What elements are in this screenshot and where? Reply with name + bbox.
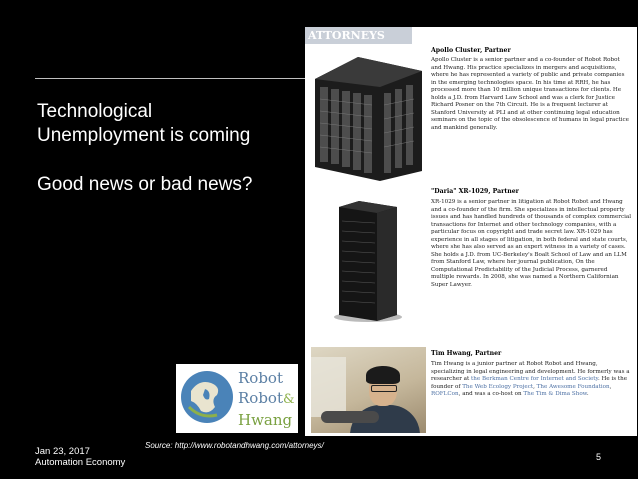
slide-title [37, 100, 299, 148]
title-divider [35, 78, 305, 79]
slide-subtitle: Good news or bad news? [37, 174, 253, 195]
bio-text: . He is the founder of [431, 376, 628, 390]
web-ecology-link[interactable]: The Web Ecology Project [462, 383, 534, 390]
footer-topic: Automation Economy [35, 457, 126, 468]
photo-background [311, 357, 346, 417]
roflcon-link[interactable]: ROFLCon [431, 391, 459, 397]
profile-name-tim: Tim Hwang, Partner [431, 350, 502, 357]
robot-robot-hwang-logo [176, 364, 298, 433]
logo-line-1: Robot [238, 369, 283, 387]
profile-bio-tim [431, 361, 631, 399]
server-tower-image [333, 199, 403, 323]
photo-glasses [371, 385, 397, 392]
bio-text: , [533, 383, 537, 390]
bio-text: , [609, 383, 612, 390]
logo-wordmark [238, 368, 295, 430]
photo-microphone [321, 411, 379, 423]
profile-name-daria: "Daria" XR-1029, Partner [431, 188, 519, 195]
attorneys-screenshot [305, 27, 637, 436]
source-citation: Source: http://www.robotandhwang.com/attorneys/ [145, 441, 324, 450]
bio-text: Tim Hwang is a junior partner at Robot Robot and Hwang, specializing in legal engineering and development. He formerly was a researcher at [431, 361, 630, 382]
tim-hwang-photo [311, 347, 426, 433]
profile-name-apollo: Apollo Cluster, Partner [431, 47, 511, 54]
globe-icon [181, 371, 233, 423]
footer-date: Jan 23, 2017 [35, 446, 90, 457]
bio-text: , and was a co-host on [458, 391, 524, 397]
title-line-2: Unemployment is coming [37, 125, 251, 146]
photo-hair [366, 366, 400, 384]
tim-dima-show-link[interactable]: The Tim & Dima Show [523, 391, 587, 397]
logo-line-2: Robot& [238, 389, 295, 407]
profile-bio-daria: XR-1029 is a senior partner in litigation at Robot Robot and Hwang and a co-founder of the firm. She specializes in intellectual property issues and has handled hundreds of thousands of complex commercial transactions for Internet and other technology companies, with a particular focus on copyright and trade secret law. XR-1029 has experience in all stages of litigation, in both federal and state courts, where she has also served as an expert witness in a variety of cases. She holds a J.D. from UC-Berkeley's Boalt School of Law and an LLM from Stanford Law, where her journal publication, On the Computational Predictability of the Judicial Process, garnered multiple rewards. In 2008, she was named a Northern Californian Super Lawyer. [431, 199, 632, 288]
slide-number: 5 [596, 452, 602, 462]
logo-ampersand: & [283, 392, 295, 407]
bio-text: . [586, 391, 589, 397]
title-line-1: Technological [37, 101, 153, 122]
berkman-link[interactable]: the Berkman Centre for Internet and Society [471, 376, 598, 382]
server-cluster-image [310, 49, 425, 181]
logo-line-3: Hwang [238, 411, 293, 429]
attorneys-header: ATTORNEYS [305, 27, 412, 44]
profile-bio-apollo: Apollo Cluster is a senior partner and a co-founder of Robot Robot and Hwang. His practice specializes in mergers and acquisitions, where he has represented a variety of public and private companies in the emerging technologies space. In his time at RRH, he has processed more than 10 million unique transactions for clients. He holds a J.D. from Harvard Law School and was a clerk for Justice Richard Posner on the 7th Circuit. He is a frequent lecturer at Stanford University at PLI and at other continuing legal education seminars on the topic of the obsolescence of humans in legal practice and mankind generally. [431, 57, 629, 131]
awesome-foundation-link[interactable]: The Awesome Foundation [536, 383, 610, 390]
